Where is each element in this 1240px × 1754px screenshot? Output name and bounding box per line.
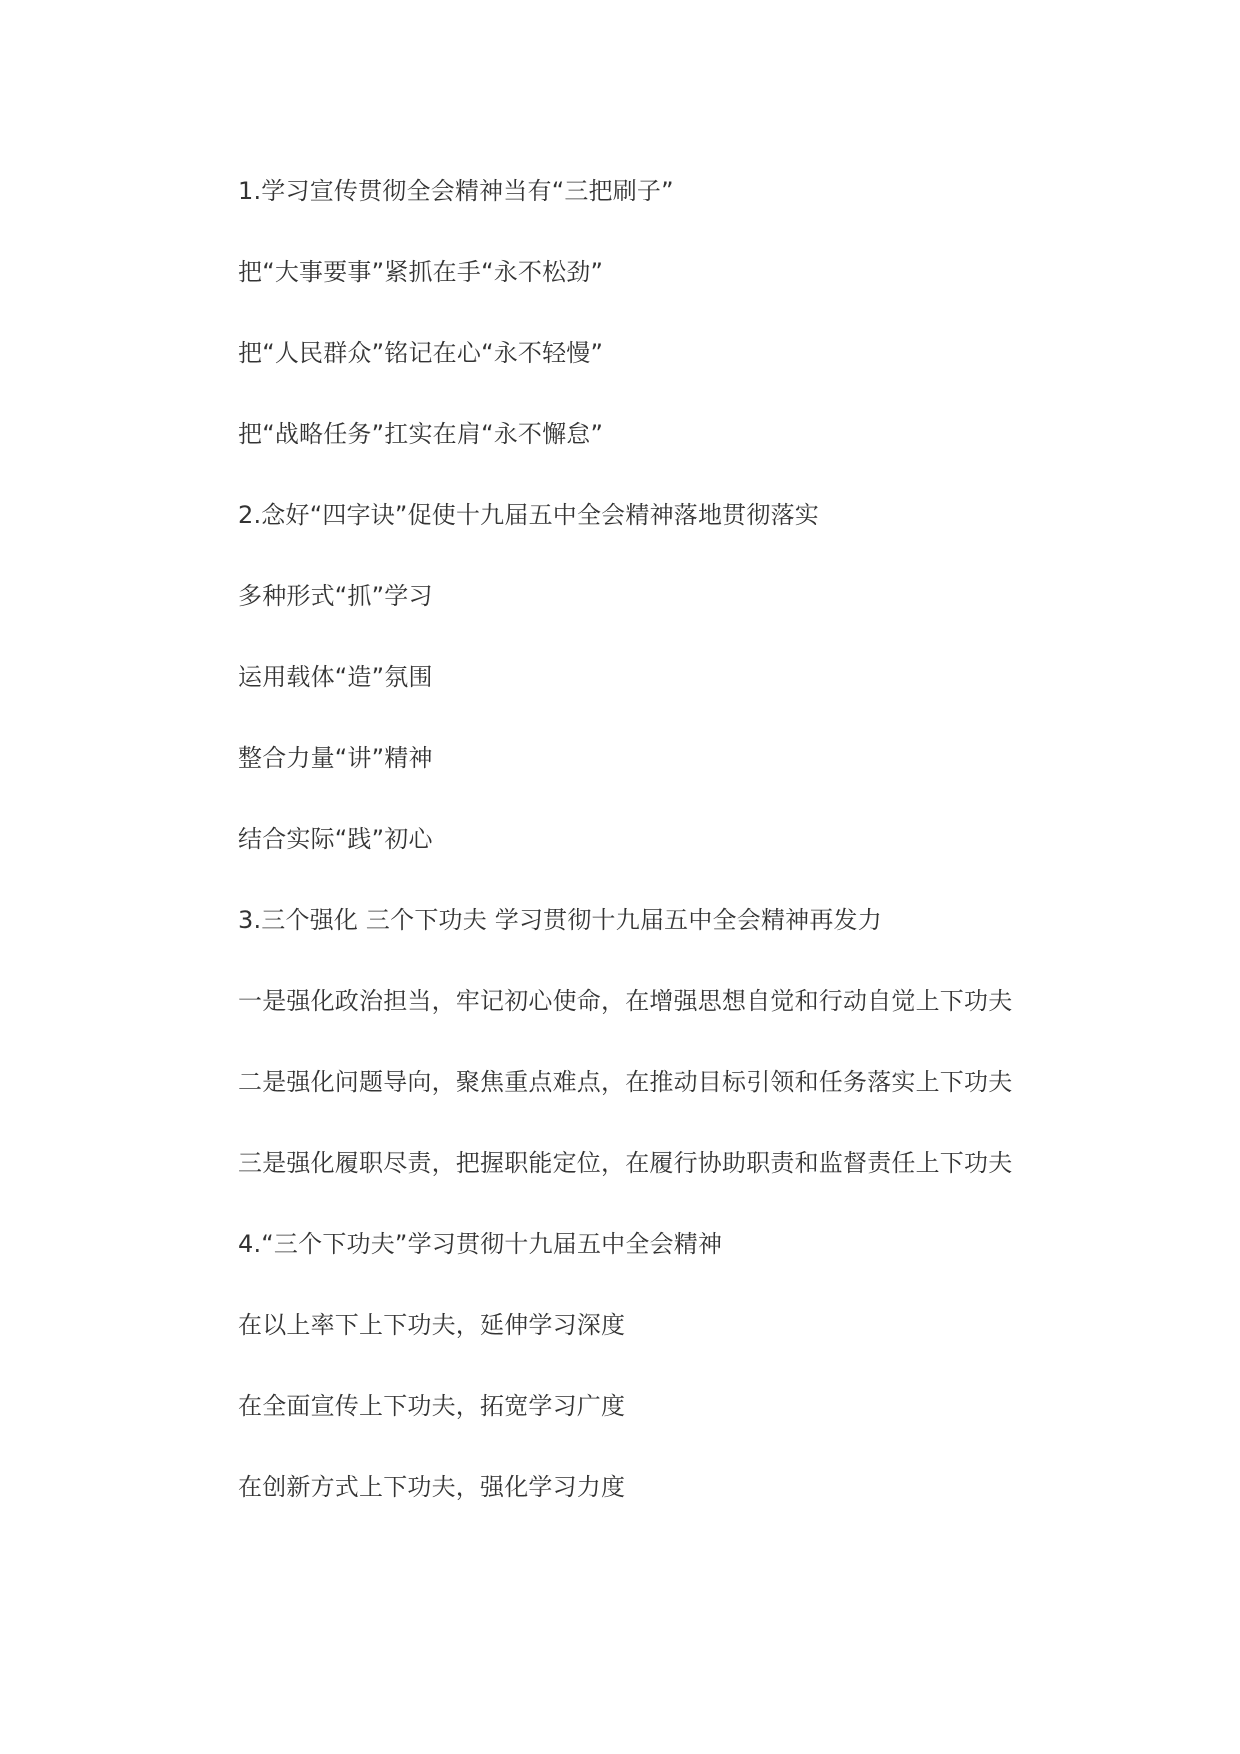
heading-3: 3.三个强化 三个下功夫 学习贯彻十九届五中全会精神再发力	[238, 906, 882, 934]
document-body	[238, 176, 1178, 1553]
paragraph-line: 在创新方式上下功夫，强化学习力度	[238, 1473, 626, 1501]
heading-2: 2.念好“四字诀”促使十九届五中全会精神落地贯彻落实	[238, 501, 819, 529]
paragraph-line: 在全面宣传上下功夫，拓宽学习广度	[238, 1392, 626, 1420]
heading-4: 4.“三个下功夫”学习贯彻十九届五中全会精神	[238, 1230, 723, 1258]
paragraph-line: 多种形式“抓”学习	[238, 582, 433, 610]
paragraph-line: 一是强化政治担当，牢记初心使命，在增强思想自觉和行动自觉上下功夫	[238, 987, 1013, 1015]
paragraph-line: 运用载体“造”氛围	[238, 663, 433, 691]
paragraph-line: 二是强化问题导向，聚焦重点难点，在推动目标引领和任务落实上下功夫	[238, 1068, 1013, 1096]
paragraph-line: 把“战略任务”扛实在肩“永不懈怠”	[238, 420, 604, 448]
paragraph-line: 三是强化履职尽责，把握职能定位，在履行协助职责和监督责任上下功夫	[238, 1149, 1013, 1177]
paragraph-line: 把“人民群众”铭记在心“永不轻慢”	[238, 339, 604, 367]
paragraph-line: 在以上率下上下功夫，延伸学习深度	[238, 1311, 626, 1339]
heading-1: 1.学习宣传贯彻全会精神当有“三把刷子”	[238, 177, 674, 205]
paragraph-line: 整合力量“讲”精神	[238, 744, 433, 772]
paragraph-line: 把“大事要事”紧抓在手“永不松劲”	[238, 258, 604, 286]
paragraph-line: 结合实际“践”初心	[238, 825, 433, 853]
